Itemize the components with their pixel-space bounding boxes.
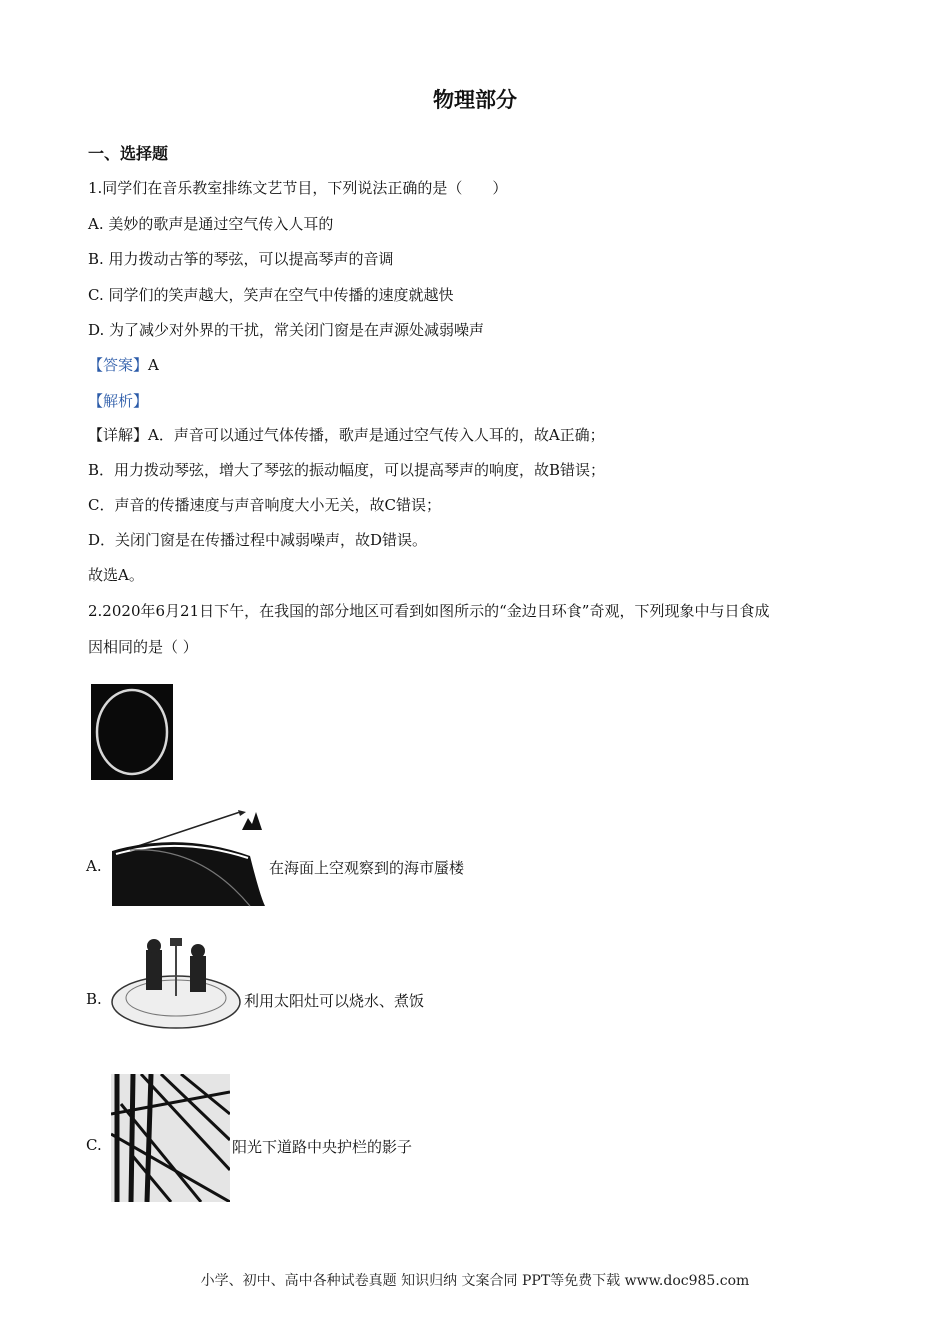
option-a-letter: A.: [86, 857, 102, 875]
section-heading: 一、选择题: [88, 144, 169, 163]
option-c-letter: C.: [86, 1136, 102, 1154]
detail-line: B．用力拨动琴弦，增大了琴弦的振动幅度，可以提高琴声的响度，故B错误；: [88, 461, 606, 479]
eclipse-figure: [91, 684, 173, 780]
question-1-option-a: A. 美妙的歌声是通过空气传入人耳的: [88, 215, 334, 233]
option-b-letter: B.: [86, 990, 102, 1008]
detail-line: C．声音的传播速度与声音响度大小无关，故C错误；: [88, 496, 441, 514]
detail-line: 故选A。: [88, 566, 144, 584]
option-c-text: 阳光下道路中央护栏的影子: [232, 1138, 413, 1156]
mirage-figure: [110, 806, 266, 912]
question-1-option-b: B. 用力拨动古筝的琴弦，可以提高琴声的音调: [88, 250, 394, 268]
question-1-stem: 1.同学们在音乐教室排练文艺节目，下列说法正确的是（ ）: [88, 179, 508, 197]
solar-cooker-figure: [110, 936, 242, 1034]
footer-note: 小学、初中、高中各种试卷真题 知识归纳 文案合同 PPT等免费下载 www.doc985.com: [200, 1273, 750, 1289]
answer-line: [88, 354, 159, 375]
analysis-tag: 【解析】: [88, 392, 149, 410]
question-2-stem-line2: 因相同的是（ ）: [88, 638, 198, 656]
page-title: 物理部分: [433, 88, 517, 112]
detail-line: 【详解】A．声音可以通过气体传播，歌声是通过空气传入人耳的，故A正确；: [88, 426, 605, 444]
guardrail-shadow-figure: [111, 1074, 230, 1202]
question-2-stem-line1: 2.2020年6月21日下午，在我国的部分地区可看到如图所示的“金边日环食”奇观，下列现象中与日食成: [88, 602, 770, 620]
option-b-text: 利用太阳灶可以烧水、煮饭: [244, 992, 425, 1010]
question-1-option-c: C. 同学们的笑声越大，笑声在空气中传播的速度就越快: [88, 286, 454, 304]
answer-tag: 【答案】: [88, 356, 149, 374]
detail-line: D．关闭门窗是在传播过程中减弱噪声，故D错误。: [88, 531, 428, 549]
answer-value: A: [148, 356, 159, 374]
question-1-option-d: D. 为了减少对外界的干扰，常关闭门窗是在声源处减弱噪声: [88, 321, 485, 339]
option-a-text: 在海面上空观察到的海市蜃楼: [269, 859, 465, 877]
